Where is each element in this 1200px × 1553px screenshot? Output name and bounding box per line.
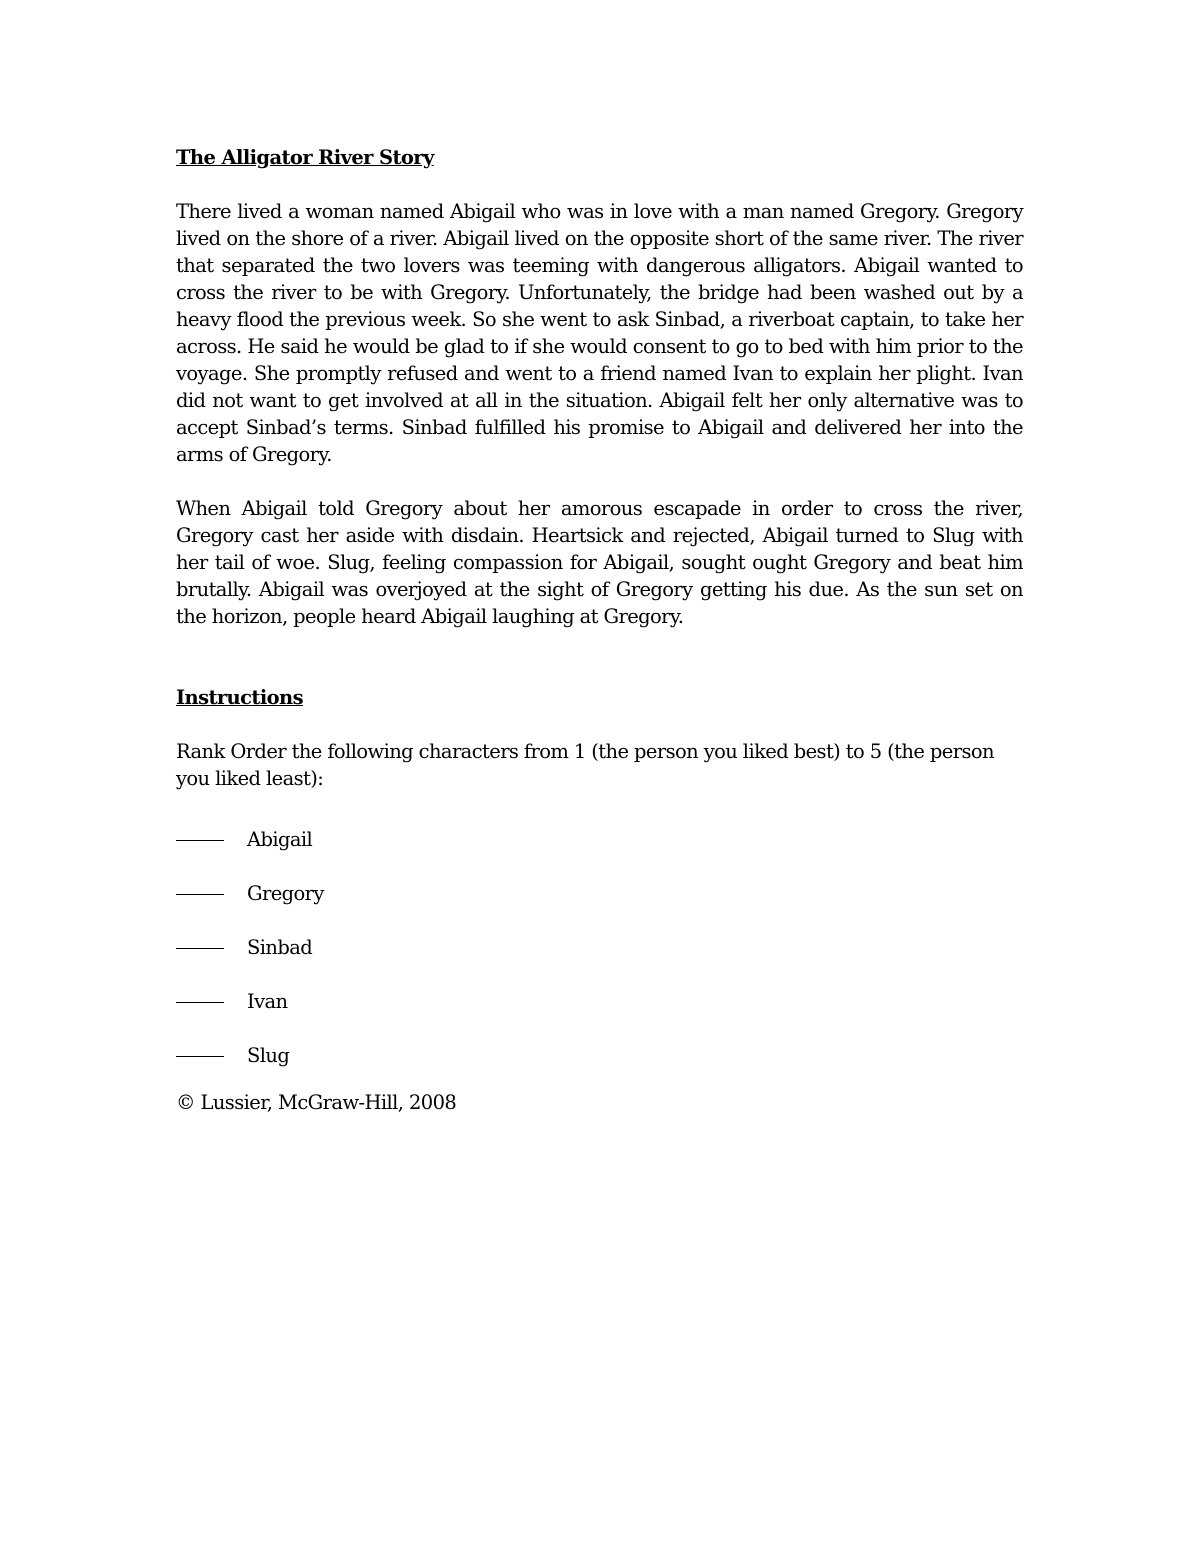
rank-item xyxy=(176,981,1023,1013)
story-paragraph-1: There lived a woman named Abigail who was in love with a man named Gregory. Gregory lived on the shore of a river. Abigail lived on the opposite short of the same river. The river that separated the two lovers was teeming with dangerous alligators. Abigail wanted to cross the river to be with Gregory. Unfortunately, the bridge had been washed out by a heavy flood the previous week. So she went to ask Sinbad, a riverboat captain, to take her across. He said he would be glad to if she would consent to go to bed with him prior to the voyage. She promptly refused and went to a friend named Ivan to explain her plight. Ivan did not want to get involved at all in the situation. Abigail felt her only alternative was to accept Sinbad’s terms. Sinbad fulfilled his promise to Abigail and delivered her into the arms of Gregory. xyxy=(176,200,1023,466)
character-name: Slug xyxy=(247,1044,290,1067)
story-paragraph-2: When Abigail told Gregory about her amorous escapade in order to cross the river, Gregory cast her aside with disdain. Heartsick and rejected, Abigail turned to Slug with her tail of woe. Slug, feeling compassion for Abigail, sought ought Gregory and beat him brutally. Abigail was overjoyed at the sight of Gregory getting his due. As the sun set on the horizon, people heard Abigail laughing at Gregory. xyxy=(176,497,1023,628)
rank-prompt: Rank Order the following characters from 1 (the person you liked best) to 5 (the person you liked least): xyxy=(176,740,994,790)
rank-list xyxy=(176,819,1023,1067)
story-title: The Alligator River Story xyxy=(176,146,434,169)
rank-item xyxy=(176,819,1023,851)
rank-item xyxy=(176,927,1023,959)
rank-blank-field[interactable] xyxy=(176,814,224,841)
rank-blank-field[interactable] xyxy=(176,1030,224,1057)
instructions-heading: Instructions xyxy=(176,686,303,709)
character-name: Gregory xyxy=(247,882,324,905)
rank-blank-field[interactable] xyxy=(176,868,224,895)
character-name: Sinbad xyxy=(247,936,313,959)
document-page xyxy=(176,136,1023,1116)
rank-blank-field[interactable] xyxy=(176,976,224,1003)
rank-item xyxy=(176,873,1023,905)
character-name: Ivan xyxy=(247,990,288,1013)
character-name: Abigail xyxy=(247,828,313,851)
rank-item xyxy=(176,1035,1023,1067)
copyright-notice: © Lussier, McGraw-Hill, 2008 xyxy=(176,1091,457,1114)
rank-blank-field[interactable] xyxy=(176,922,224,949)
